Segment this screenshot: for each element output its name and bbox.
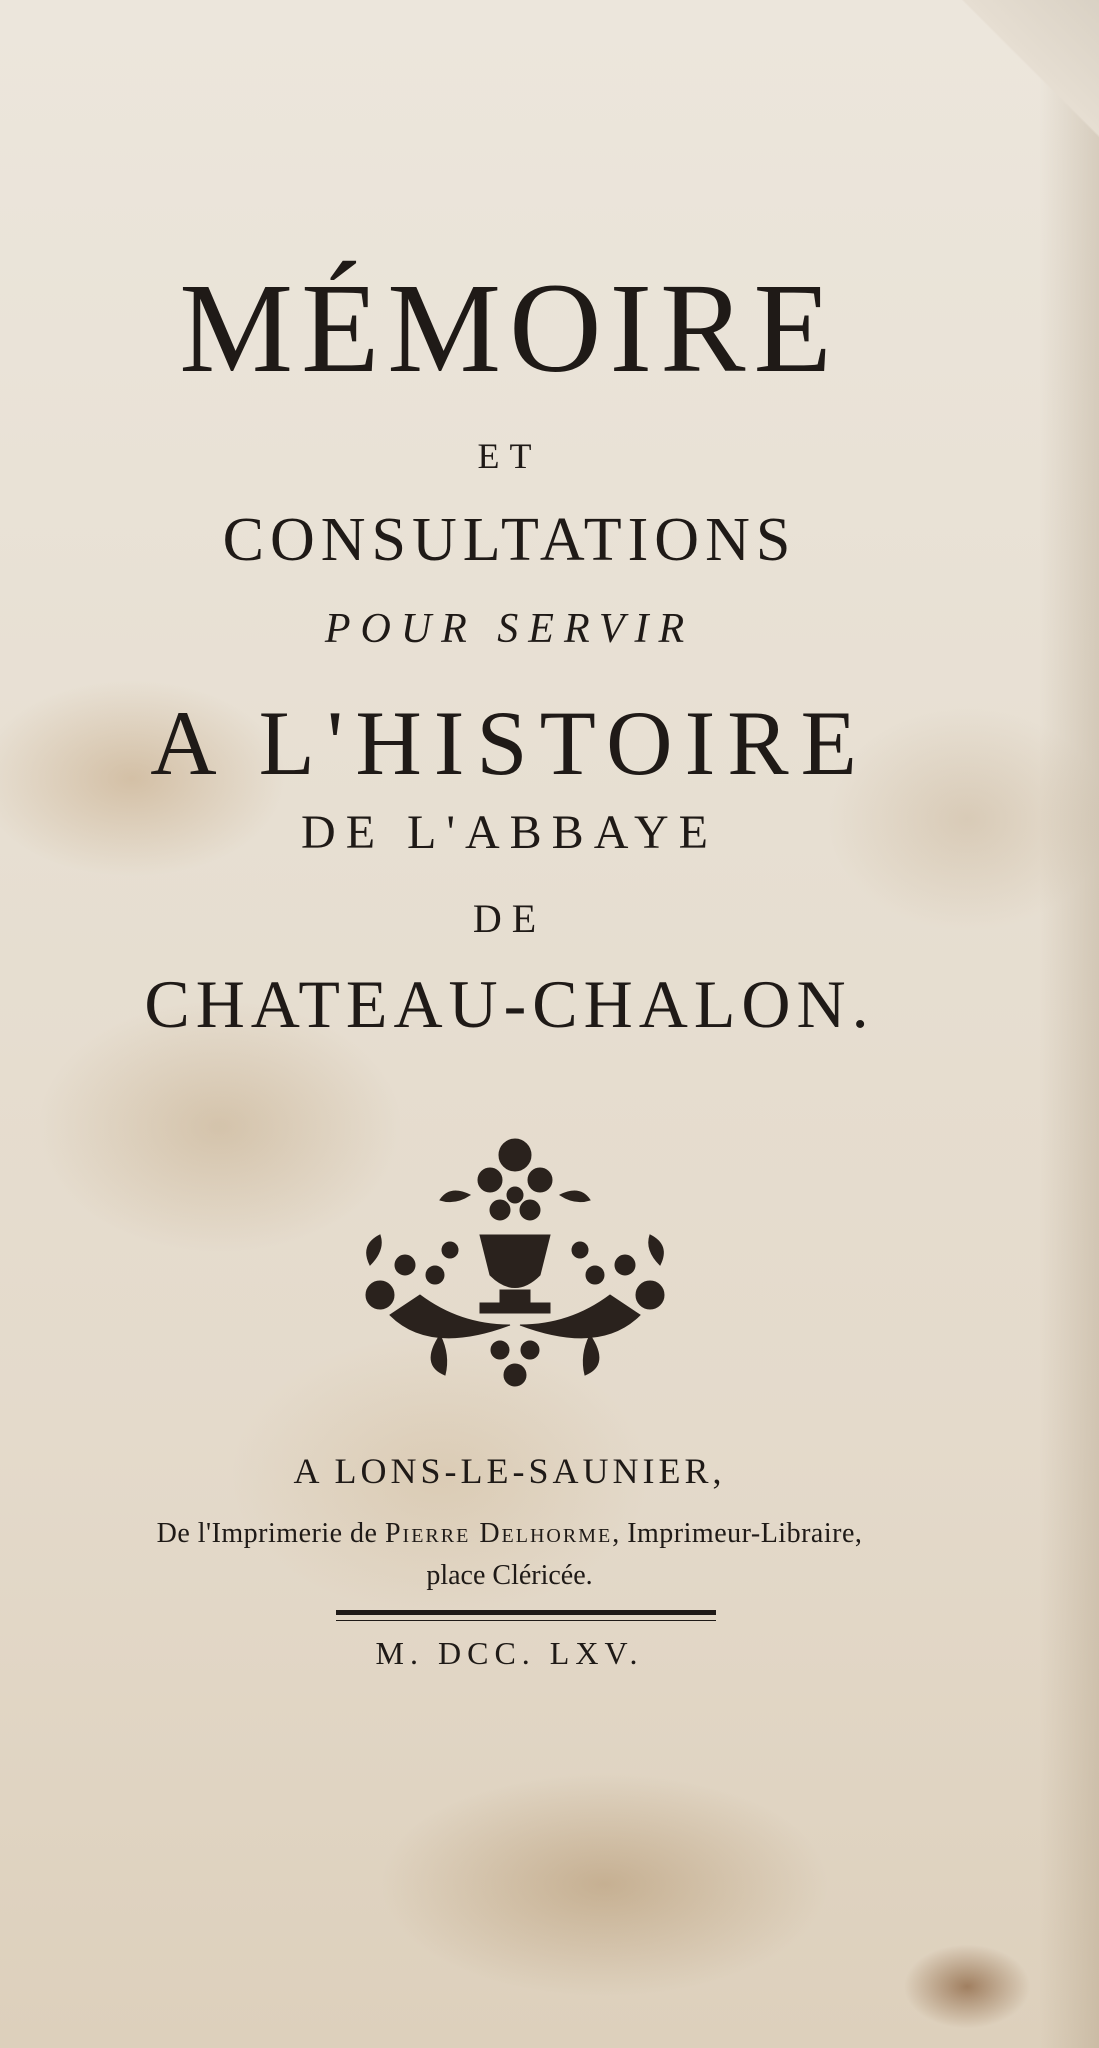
title-line-pour-servir: POUR SERVIR <box>324 606 695 652</box>
imprint-printer <box>0 1518 1059 1550</box>
rule-thin <box>336 1620 716 1621</box>
imprint-printer-name: Pierre Delhorme <box>384 1518 613 1549</box>
title-line-consultations: CONSULTATIONS <box>222 506 797 574</box>
page-title: MÉMOIRE <box>179 257 840 399</box>
floral-urn-ornament-icon <box>350 1125 680 1395</box>
imprint-printer-suffix: , Imprimeur-Libraire, <box>612 1518 863 1549</box>
publication-date: M. DCC. LXV. <box>375 1635 644 1671</box>
imprint-printer-prefix: De l'Imprimerie de <box>156 1518 378 1549</box>
imprint-place: place Cléricée. <box>426 1560 593 1591</box>
folded-corner <box>949 0 1099 150</box>
title-line-abbaye: DE L'ABBAYE <box>301 806 718 859</box>
rule-thick <box>336 1610 716 1615</box>
title-line-de: DE <box>472 896 547 941</box>
title-line-et: ET <box>477 436 542 476</box>
title-line-histoire: A L'HISTOIRE <box>150 692 869 794</box>
imprint-city: A LONS-LE-SAUNIER, <box>293 1451 726 1491</box>
title-line-chateau-chalon: CHATEAU-CHALON. <box>144 966 875 1042</box>
